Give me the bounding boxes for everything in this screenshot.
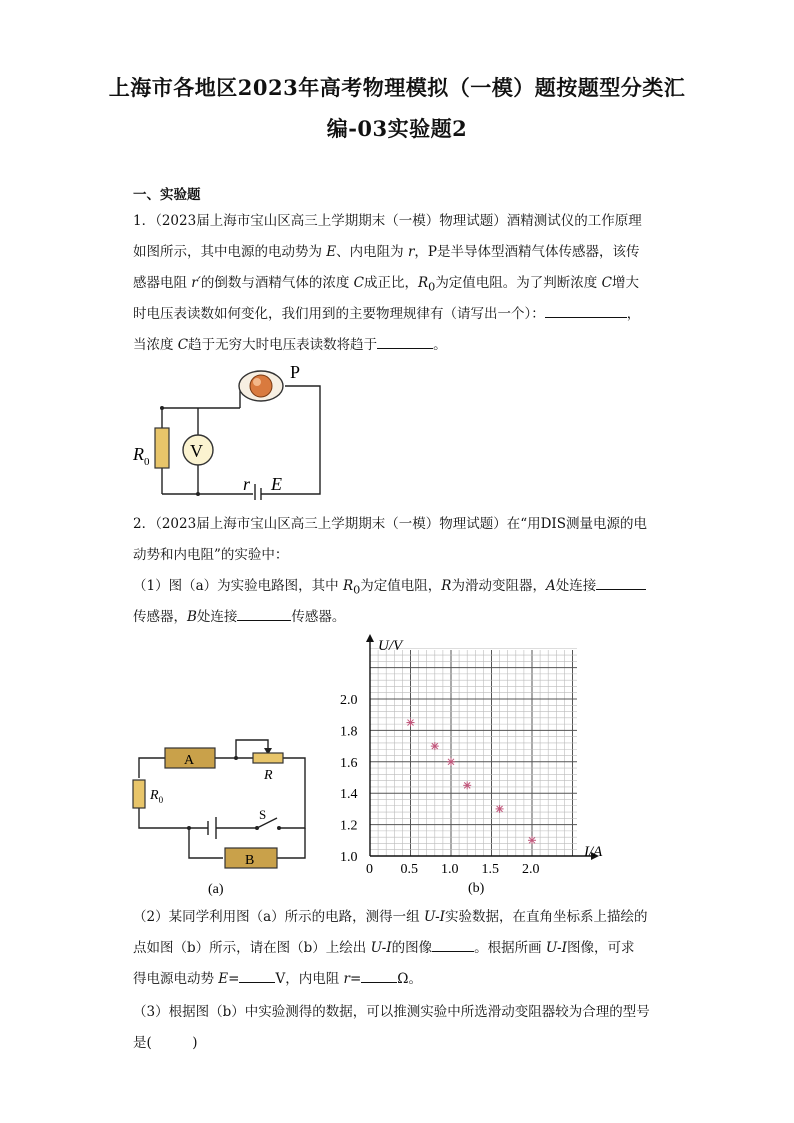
- q2-part1-line2: 传感器，B处连接 传感器。: [133, 602, 345, 633]
- q2-part2-line1: （2）某同学利用图（a）所示的电路，测得一组 U-I实验数据，在直角坐标系上描绘的: [133, 909, 648, 925]
- chart-ui: [330, 630, 620, 898]
- q1-line3: 感器电阻 r′的倒数与酒精气体的浓度 C成正比，$R_0$为定值电阻。为了判断浓度 C增大: [133, 275, 639, 294]
- data-point: [431, 742, 439, 750]
- y-tick-label: 1.6: [340, 755, 358, 771]
- page-title-line2: 编-03实验题2: [326, 116, 468, 141]
- x-tick-label: 0: [366, 862, 373, 877]
- q1-line2: 如图所示，其中电源的电动势为 E、内电阻为 r，P是半导体型酒精气体传感器，该传: [133, 244, 640, 260]
- caption-b: (b): [468, 881, 485, 896]
- x-tick-label: 1.0: [441, 862, 459, 877]
- alcohol-sensor-p: [239, 371, 283, 401]
- y-tick-label: 1.4: [340, 787, 358, 803]
- section-heading: 一、实验题: [133, 187, 201, 203]
- y-axis-arrow: [366, 634, 374, 642]
- q2-blank-b[interactable]: [237, 605, 291, 621]
- q1-line1: 1．（2023届上海市宝山区高三上学期期末（一模）物理试题）酒精测试仪的工作原理: [133, 213, 642, 229]
- y-tick-label: 1.8: [340, 724, 358, 740]
- q2-line2: 动势和内电阻”的实验中：: [133, 547, 289, 563]
- x-tick-label: 1.5: [481, 862, 499, 877]
- x-tick-label: 2.0: [522, 862, 540, 877]
- chart-points: [407, 719, 537, 845]
- q1-blank-limit[interactable]: [377, 333, 433, 349]
- q2-part3-line1: （3）根据图（b）中实验测得的数据，可以推测实验中所选滑动变阻器较为合理的型号: [133, 1004, 650, 1020]
- label-r0: $R_0$: [133, 444, 150, 468]
- x-axis-label: I/A: [584, 844, 603, 860]
- caption-a: (a): [208, 882, 224, 897]
- q2-blank-graph[interactable]: [432, 936, 474, 952]
- q2-circuit-a: [125, 730, 315, 900]
- q1-line4: 时电压表读数如何变化，我们用到的主要物理规律有（请写出一个）： ，: [133, 299, 640, 330]
- q2-blank-a[interactable]: [596, 574, 646, 590]
- chart-grid: [370, 649, 577, 856]
- label-b: B: [245, 853, 255, 868]
- q1-line5: 当浓度 C趋于无穷大时电压表读数将趋于 。: [133, 330, 447, 361]
- label-r: r: [243, 474, 251, 494]
- label-a: A: [184, 753, 195, 768]
- label-p: P: [290, 362, 301, 382]
- q2-part3-line2: 是( ): [133, 1035, 198, 1051]
- q1-circuit-figure: [125, 358, 335, 500]
- label-v: V: [190, 441, 203, 461]
- y-tick-label: 2.0: [340, 693, 358, 708]
- q2-line1: 2．（2023届上海市宝山区高三上学期期末（一模）物理试题）在“用DIS测量电源的电: [133, 516, 648, 532]
- data-point: [407, 719, 415, 727]
- y-tick-label: 1.2: [340, 818, 358, 834]
- q1-blank-law[interactable]: [545, 302, 627, 318]
- y-tick-label: 1.0: [340, 850, 358, 865]
- label-rheostat-r: R: [264, 768, 273, 783]
- label-r0-a: $R_0$: [150, 788, 164, 805]
- q2-part1-line1: （1）图（a）为实验电路图，其中 $R_0$为定值电阻，R为滑动变阻器，A处连接: [133, 571, 646, 606]
- q2-part2-line2: 点如图（b）所示，请在图（b）上绘出 U-I的图像 。根据所画 U-I图像，可求: [133, 933, 634, 964]
- resistor-r0-a: [133, 780, 145, 808]
- label-s: S: [259, 807, 267, 822]
- data-point: [528, 836, 536, 844]
- page-title: 上海市各地区2023年高考物理模拟（一模）题按题型分类汇: [108, 75, 686, 100]
- q2-blank-resistance[interactable]: [361, 967, 397, 983]
- q2-blank-emf[interactable]: [239, 967, 275, 983]
- q2-part2-line3: 得电源电动势 E= V，内电阻 r= Ω。: [133, 964, 422, 995]
- y-axis-label: U/V: [378, 638, 403, 654]
- rheostat-r: [253, 753, 283, 763]
- label-e: E: [271, 474, 282, 494]
- data-point: [447, 758, 455, 766]
- x-tick-label: 0.5: [400, 862, 418, 877]
- resistor-r0: [155, 428, 169, 468]
- data-point: [496, 805, 504, 813]
- data-point: [463, 781, 471, 789]
